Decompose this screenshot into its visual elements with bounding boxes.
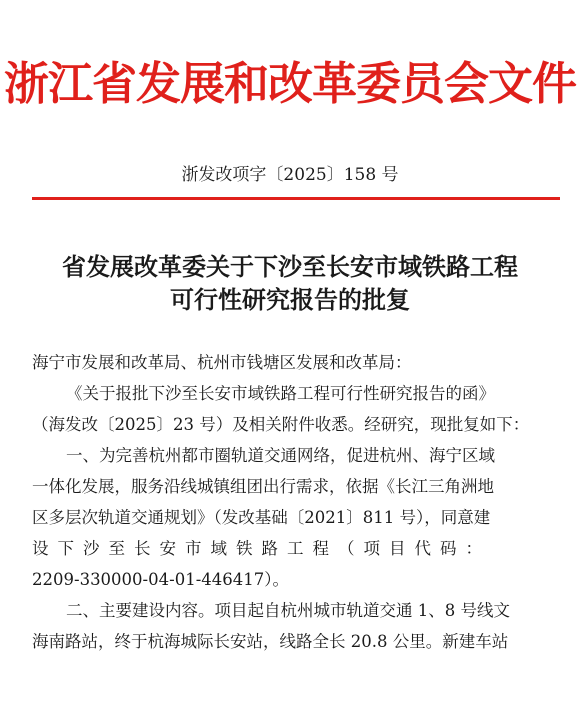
- red-divider-line: [32, 197, 560, 200]
- body-line: 2209-330000-04-01-446417）。: [32, 570, 290, 589]
- document-title-line-2: 可行性研究报告的批复: [170, 285, 410, 314]
- body-line: 一、为完善杭州都市圈轨道交通网络，促进杭州、海宁区域: [66, 446, 495, 465]
- body-line: 二、主要建设内容。项目起自杭州城市轨道交通 1、8 号线文: [66, 601, 510, 620]
- document-header-title: 浙江省发展和改革委员会文件: [3, 57, 576, 110]
- addressee-line: 海宁市发展和改革局、杭州市钱塘区发展和改革局：: [32, 353, 412, 372]
- document-title-line-1: 省发展改革委关于下沙至长安市域铁路工程: [62, 252, 518, 281]
- body-line: 《关于报批下沙至长安市域铁路工程可行性研究报告的函》: [66, 384, 495, 403]
- body-line: （海发改〔2025〕23 号）及相关附件收悉。经研究，现批复如下：: [32, 415, 530, 434]
- document-body: [32, 347, 552, 657]
- document-title: [0, 250, 580, 316]
- document-number: 浙发改项字〔2025〕158 号: [181, 165, 399, 185]
- body-line: 设下沙至长安市域铁路工程（项目代码：: [32, 539, 491, 558]
- body-line: 一体化发展，服务沿线城镇组团出行需求，依据《长江三角洲地: [32, 477, 494, 496]
- body-line: 海南路站，终于杭海城际长安站，线路全长 20.8 公里。新建车站: [32, 632, 509, 651]
- body-line: 区多层次轨道交通规划》（发改基础〔2021〕811 号），同意建: [32, 508, 491, 527]
